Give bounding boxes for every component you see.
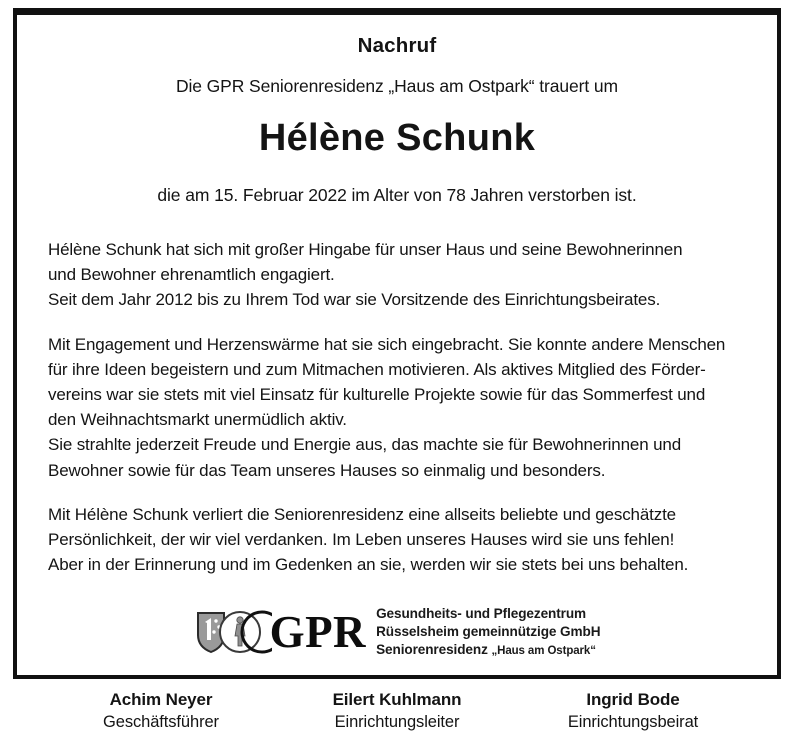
signatory xyxy=(279,690,515,732)
signatory-name: Eilert Kuhlmann xyxy=(332,690,462,710)
gpr-logo-block xyxy=(17,604,777,660)
body-line: vereins war sie stets mit viel Einsatz für kulturelle Projekte sowie für das Sommerfest und xyxy=(48,385,706,405)
body-line: den Weihnachtsmarkt unermüdlich aktiv. xyxy=(48,410,347,430)
signatory-list xyxy=(17,690,777,732)
company-line-3 xyxy=(376,641,600,661)
residence-name: „Haus am Ostpark“ xyxy=(491,644,596,657)
gpr-wordmark: GPR xyxy=(269,607,367,658)
signatory-name: Ingrid Bode xyxy=(586,690,680,710)
company-line-1: Gesundheits- und Pflegezentrum xyxy=(376,606,587,622)
obituary-notice xyxy=(13,8,781,732)
body-paragraph xyxy=(48,502,747,578)
signatory-role: Einrichtungsbeirat xyxy=(567,713,699,732)
signatory xyxy=(43,690,279,732)
signatory-name: Achim Neyer xyxy=(109,690,213,710)
body-line: Persönlichkeit, der wir viel verdanken. Im Leben unseres Hauses wird sie uns fehlen! xyxy=(48,530,675,550)
gpr-emblem-icon xyxy=(194,607,272,657)
body-line: Bewohner sowie für das Team unseres Hauses so einmalig und besonders. xyxy=(48,460,606,480)
signatory xyxy=(515,690,751,732)
body-line: Sie strahlte jederzeit Freude und Energie aus, das machte sie für Bewohnerinnen und xyxy=(48,435,681,455)
gpr-company-text xyxy=(376,604,600,660)
company-line-2: Rüsselsheim gemeinnützige GmbH xyxy=(376,624,601,640)
notice-subline: Die GPR Seniorenresidenz „Haus am Ostpark“ trauert um xyxy=(175,76,619,96)
body-paragraph xyxy=(48,332,747,483)
signatory-role: Einrichtungsleiter xyxy=(334,713,460,732)
body-line: Mit Hélène Schunk verliert die Seniorenresidenz eine allseits beliebte und geschätzte xyxy=(48,504,676,524)
body-paragraph xyxy=(48,237,747,313)
body-line: und Bewohner ehrenamtlich engagiert. xyxy=(48,265,335,285)
signatory-role: Geschäftsführer xyxy=(103,713,219,732)
deceased-name: Hélène Schunk xyxy=(258,117,536,159)
residence-label: Seniorenresidenz xyxy=(376,641,488,657)
body-line: Aber in der Erinnerung und im Gedenken an sie, werden wir sie stets bei uns behalten. xyxy=(48,555,689,575)
body-line: Hélène Schunk hat sich mit großer Hingabe für unser Haus und seine Bewohnerinnen xyxy=(48,240,683,259)
body-line: Seit dem Jahr 2012 bis zu Ihrem Tod war sie Vorsitzende des Einrichtungsbeirates. xyxy=(48,290,661,310)
body-line: für ihre Ideen begeistern und zum Mitmachen motivieren. Als aktives Mitglied des Förder- xyxy=(48,359,706,379)
notice-headline: Nachruf xyxy=(357,34,437,57)
death-date-line: die am 15. Februar 2022 im Alter von 78 Jahren verstorben ist. xyxy=(157,185,637,205)
body-line: Mit Engagement und Herzenswärme hat sie sich eingebracht. Sie konnte andere Menschen xyxy=(48,334,726,354)
obituary-body xyxy=(48,237,747,577)
